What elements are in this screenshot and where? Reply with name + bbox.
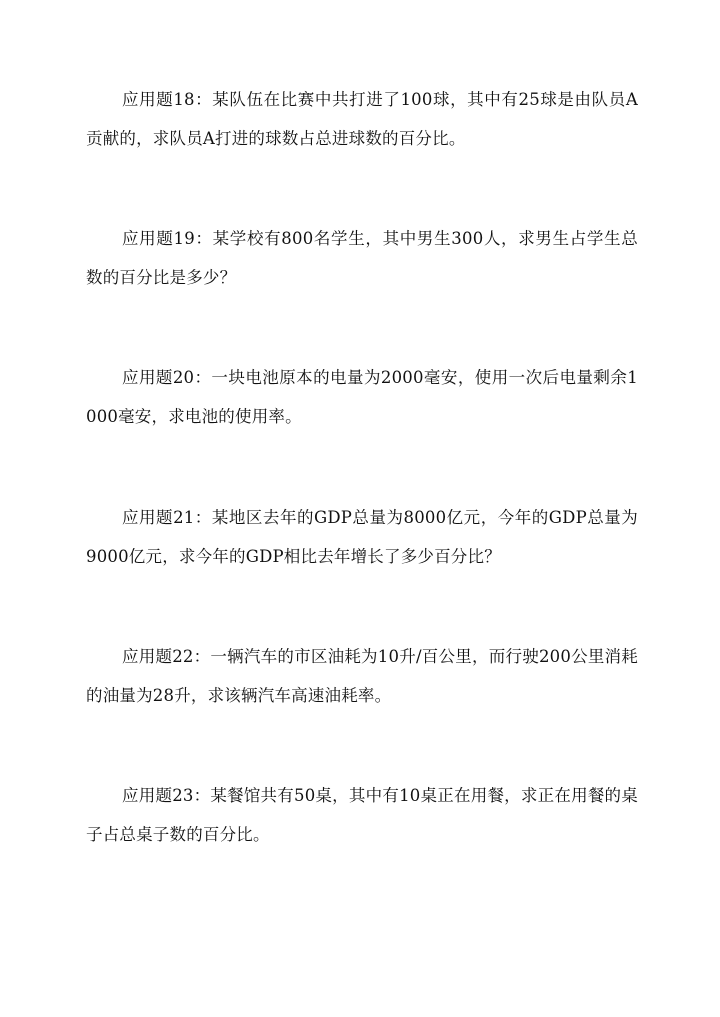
problem-23: 应用题23：某餐馆共有50桌，其中有10桌正在用餐，求正在用餐的桌子占总桌子数的百分比。 — [86, 786, 638, 844]
problem-21: 应用题21：某地区去年的GDP总量为8000亿元，今年的GDP总量为9000亿元，求今年的GDP相比去年增长了多少百分比？ — [86, 508, 638, 566]
problem-18: 应用题18：某队伍在比赛中共打进了100球，其中有25球是由队员A贡献的，求队员A打进的球数占总进球数的百分比。 — [86, 90, 638, 148]
problem-19: 应用题19：某学校有800名学生，其中男生300人，求男生占学生总数的百分比是多少？ — [86, 229, 638, 287]
problem-22: 应用题22：一辆汽车的市区油耗为10升/百公里，而行驶200公里消耗的油量为28升，求该辆汽车高速油耗率。 — [86, 647, 638, 705]
problem-20: 应用题20：一块电池原本的电量为2000毫安，使用一次后电量剩余1000毫安，求电池的使用率。 — [86, 368, 638, 426]
